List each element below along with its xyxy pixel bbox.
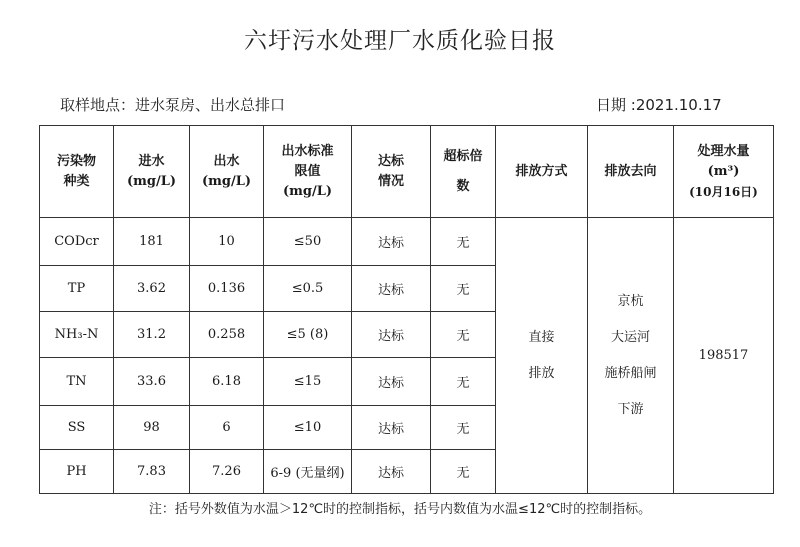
header-volume [674, 126, 774, 218]
row-exceed: 无 [431, 266, 496, 312]
row-standard: ≤0.5 [264, 266, 352, 312]
header-standard-line3: (mg/L) [282, 183, 333, 199]
row-effluent: 0.258 [190, 312, 264, 358]
footnote: 注：括号外数值为水温＞12℃时的控制指标，括号内数值为水温≤12℃时的控制指标。 [148, 502, 652, 517]
row-standard: ≤10 [264, 406, 352, 450]
row-compliance: 达标 [352, 218, 431, 266]
row-pollutant: CODcr [40, 218, 114, 266]
row-effluent: 0.136 [190, 266, 264, 312]
header-pollutant-line2: 种类 [63, 173, 90, 189]
header-pollutant [40, 126, 114, 218]
header-row [40, 126, 774, 218]
row-compliance: 达标 [352, 358, 431, 406]
row-standard: 6-9 (无量纲) [264, 450, 352, 494]
row-compliance: 达标 [352, 406, 431, 450]
row-exceed: 无 [431, 406, 496, 450]
row-exceed: 无 [431, 312, 496, 358]
row-pollutant: TP [40, 266, 114, 312]
discharge-method-line2: 排放 [528, 365, 555, 381]
header-effluent-line2: (mg/L) [201, 173, 252, 189]
row-effluent: 10 [190, 218, 264, 266]
header-pollutant-line1: 污染物 [56, 153, 96, 169]
header-influent-line2: (mg/L) [126, 173, 177, 189]
row-influent: 7.83 [114, 450, 190, 494]
row-standard: ≤15 [264, 358, 352, 406]
row-standard: ≤50 [264, 218, 352, 266]
row-influent: 31.2 [114, 312, 190, 358]
discharge-destination-cell [588, 218, 674, 494]
report-title: 六圩污水处理厂水质化验日报 [244, 28, 556, 54]
row-pollutant: SS [40, 406, 114, 450]
row-compliance: 达标 [352, 450, 431, 494]
row-pollutant: PH [40, 450, 114, 494]
row-effluent: 6 [190, 406, 264, 450]
header-volume-line2: (m³) [707, 163, 740, 179]
header-exceed [431, 126, 496, 218]
row-effluent: 6.18 [190, 358, 264, 406]
row-exceed: 无 [431, 450, 496, 494]
row-standard: ≤5 (8) [264, 312, 352, 358]
row-compliance: 达标 [352, 312, 431, 358]
row-influent: 33.6 [114, 358, 190, 406]
header-compliance-line2: 情况 [377, 173, 404, 189]
discharge-destination-line3: 施桥船闸 [604, 365, 657, 381]
header-influent-line1: 进水 [138, 153, 165, 169]
discharge-method-line1: 直接 [528, 329, 555, 345]
header-compliance-line1: 达标 [377, 153, 404, 169]
discharge-destination-line1: 京杭 [617, 293, 644, 309]
discharge-destination-line4: 下游 [617, 401, 644, 417]
water-quality-table [39, 125, 774, 494]
discharge-method-cell [496, 218, 588, 494]
header-influent [114, 126, 190, 218]
discharge-destination-line2: 大运河 [610, 329, 650, 345]
row-exceed: 无 [431, 218, 496, 266]
report-date: 日期 :2021.10.17 [596, 96, 722, 114]
row-effluent: 7.26 [190, 450, 264, 494]
header-volume-line1: 处理水量 [697, 143, 750, 159]
header-exceed-line1: 超标倍 [443, 148, 483, 164]
header-effluent [190, 126, 264, 218]
header-effluent-line1: 出水 [213, 153, 240, 169]
header-compliance [352, 126, 431, 218]
header-standard-line1: 出水标准 [281, 143, 334, 159]
row-pollutant: NH₃-N [40, 312, 114, 358]
row-influent: 3.62 [114, 266, 190, 312]
row-compliance: 达标 [352, 266, 431, 312]
sampling-location: 取样地点：进水泵房、出水总排口 [60, 96, 286, 114]
header-standard [264, 126, 352, 218]
header-volume-line3: (10月16日) [689, 184, 758, 199]
treated-volume: 198517 [674, 218, 774, 494]
header-discharge-method: 排放方式 [496, 126, 588, 218]
table-row [40, 218, 774, 266]
row-exceed: 无 [431, 358, 496, 406]
header-exceed-line2: 数 [456, 178, 470, 194]
header-standard-line2: 限值 [294, 163, 321, 179]
row-influent: 181 [114, 218, 190, 266]
row-pollutant: TN [40, 358, 114, 406]
header-discharge-destination: 排放去向 [588, 126, 674, 218]
row-influent: 98 [114, 406, 190, 450]
